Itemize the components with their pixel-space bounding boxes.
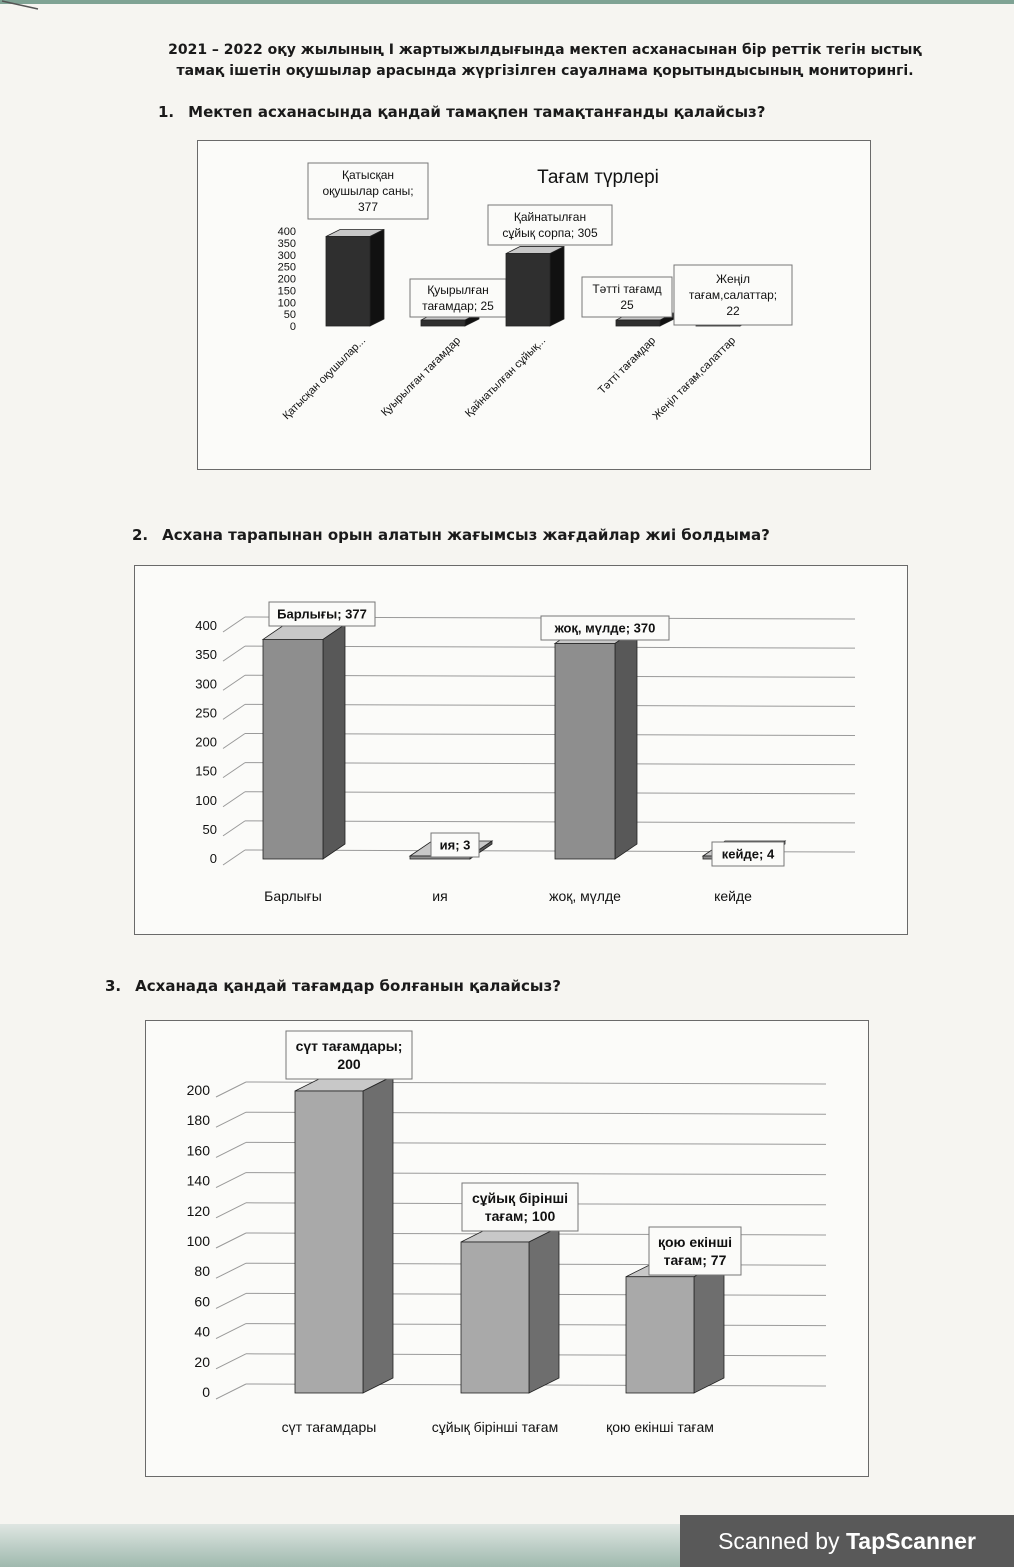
grid-diagonal — [216, 1354, 246, 1369]
data-label: сұйық сорпа; 305 — [502, 226, 598, 240]
bar — [263, 639, 323, 859]
y-tick-label: 140 — [186, 1172, 210, 1189]
category-label: Қайнатылған сұйық... — [463, 334, 549, 420]
y-tick-label: 400 — [195, 618, 217, 633]
data-label: тағам; 77 — [663, 1252, 727, 1268]
grid-diagonal — [216, 1112, 246, 1127]
grid-diagonal — [216, 1293, 246, 1308]
category-label: ия — [432, 888, 448, 904]
category-label: кейде — [714, 888, 752, 904]
data-label: тағамдар; 25 — [422, 299, 494, 313]
question-3-text: Асханада қандай тағамдар болғанын қалайсыз? — [135, 977, 561, 995]
data-label: жоқ, мүлде; 370 — [554, 620, 656, 636]
y-tick-label: 300 — [277, 249, 296, 262]
bar-side — [529, 1227, 559, 1393]
category-label: Тәтті тағамдар — [596, 334, 659, 397]
grid-diagonal — [223, 734, 245, 749]
data-label: Қуырылған — [427, 283, 489, 297]
chart-1 — [198, 141, 870, 469]
bar — [421, 320, 465, 326]
y-tick-label: 40 — [194, 1323, 210, 1340]
y-tick-label: 120 — [186, 1202, 210, 1219]
data-label: Қатысқан — [341, 168, 395, 182]
question-1 — [158, 103, 765, 121]
watermark-brand: TapScanner — [845, 1528, 976, 1554]
y-tick-label: 50 — [202, 821, 217, 837]
question-2-number: 2. — [132, 526, 149, 544]
grid-diagonal — [223, 617, 245, 632]
bar-side — [363, 1076, 393, 1393]
y-tick-label: 20 — [194, 1353, 210, 1370]
grid-diagonal — [223, 763, 245, 778]
corner-pen-mark — [0, 0, 40, 10]
data-label: сүт тағамдары; — [295, 1038, 403, 1054]
y-tick-label: 160 — [186, 1142, 210, 1159]
data-label: қою екінші — [657, 1234, 733, 1250]
y-tick-label: 350 — [195, 647, 217, 663]
grid-diagonal — [216, 1233, 246, 1248]
category-label: Жеңіл тағам,салаттар — [650, 334, 739, 423]
data-label: Жеңіл — [716, 272, 750, 286]
chart-title: Тағам түрлері — [537, 167, 659, 188]
y-tick-label: 0 — [202, 1384, 210, 1400]
grid-diagonal — [223, 704, 245, 719]
question-3-number: 3. — [105, 977, 122, 995]
category-label: сүт тағамдары — [281, 1419, 377, 1435]
data-label: Барлығы; 377 — [277, 606, 367, 622]
data-label: тағам,салаттар; — [688, 288, 778, 302]
bar-side — [615, 628, 637, 859]
data-label: Қайнатылған — [513, 210, 587, 224]
question-2-text: Асхана тарапынан орын алатын жағымсыз жағдайлар жиі болдыма? — [162, 526, 770, 544]
y-tick-label: 0 — [289, 321, 296, 333]
y-tick-label: 0 — [209, 851, 217, 866]
y-tick-label: 400 — [277, 226, 296, 238]
watermark-prefix: Scanned by — [718, 1528, 846, 1554]
category-label: Қатысқан оқушылар... — [280, 334, 369, 423]
grid-diagonal — [216, 1384, 246, 1399]
chart-3-frame — [145, 1020, 869, 1477]
y-tick-label: 180 — [186, 1112, 210, 1129]
y-tick-label: 100 — [186, 1233, 210, 1249]
grid-diagonal — [216, 1142, 246, 1157]
bar-side — [323, 624, 345, 859]
chart-3 — [146, 1021, 868, 1476]
data-label: кейде; 4 — [721, 846, 775, 862]
y-tick-label: 150 — [195, 763, 217, 779]
grid-diagonal — [223, 646, 245, 661]
scanner-watermark — [680, 1515, 1014, 1567]
grid-diagonal — [216, 1173, 246, 1188]
chart-1-frame — [197, 140, 871, 470]
data-label: 377 — [357, 200, 379, 214]
y-tick-label: 50 — [283, 309, 296, 322]
bar — [616, 320, 660, 326]
category-label: сұйық бірінші тағам — [431, 1419, 559, 1435]
y-tick-label: 350 — [277, 237, 296, 250]
y-tick-label: 100 — [277, 297, 296, 310]
question-1-number: 1. — [158, 103, 175, 121]
bar — [626, 1277, 694, 1393]
data-label: тағам; 100 — [484, 1208, 556, 1224]
data-label: 25 — [620, 298, 634, 312]
bar — [555, 643, 615, 859]
y-tick-label: 200 — [186, 1082, 210, 1098]
data-label: ия; 3 — [439, 837, 471, 853]
bar — [295, 1091, 363, 1393]
data-label: 200 — [337, 1056, 361, 1072]
data-label: Тәтті тағамд — [592, 282, 662, 296]
y-tick-label: 60 — [194, 1293, 210, 1310]
bar-side — [694, 1262, 724, 1393]
data-label: оқушылар саны; — [322, 184, 414, 198]
bar — [506, 254, 550, 326]
page-header — [150, 40, 940, 82]
grid-diagonal — [223, 792, 245, 807]
data-label: 22 — [726, 304, 740, 318]
y-tick-label: 150 — [277, 285, 296, 298]
grid-diagonal — [223, 821, 245, 836]
grid-diagonal — [223, 850, 245, 865]
category-label: қою екінші тағам — [606, 1419, 714, 1435]
y-tick-label: 80 — [194, 1263, 210, 1280]
question-3 — [105, 977, 561, 995]
top-stripe — [0, 0, 1014, 4]
bar-side — [370, 229, 384, 326]
y-tick-label: 250 — [195, 705, 217, 721]
data-label: сұйық бірінші — [471, 1190, 569, 1206]
y-tick-label: 250 — [277, 261, 296, 274]
bar — [326, 236, 370, 326]
y-tick-label: 200 — [277, 273, 296, 286]
question-1-text: Мектеп асханасында қандай тамақпен тамақтанғанды қалайсыз? — [188, 103, 766, 121]
y-tick-label: 100 — [195, 792, 217, 808]
grid-diagonal — [216, 1082, 246, 1097]
chart-2 — [135, 566, 907, 934]
category-label: Барлығы — [264, 888, 322, 904]
category-label: Қуырылған тағамдар — [379, 334, 464, 419]
grid-diagonal — [216, 1263, 246, 1278]
grid-diagonal — [216, 1324, 246, 1339]
bar — [461, 1242, 529, 1393]
grid-diagonal — [216, 1203, 246, 1218]
y-tick-label: 300 — [195, 676, 217, 692]
header-line-2: тамақ ішетін оқушылар арасында жүргізілген сауалнама қорытындысының мониторингі. — [176, 63, 914, 79]
grid-diagonal — [223, 675, 245, 690]
y-tick-label: 200 — [195, 734, 217, 750]
category-label: жоқ, мүлде — [549, 888, 621, 904]
question-2 — [132, 526, 770, 544]
chart-2-frame — [134, 565, 908, 935]
bar-side — [550, 247, 564, 326]
header-line-1: 2021 – 2022 оқу жылының І жартыжылдығында мектеп асханасынан бір реттік тегін ыстық — [168, 42, 922, 58]
